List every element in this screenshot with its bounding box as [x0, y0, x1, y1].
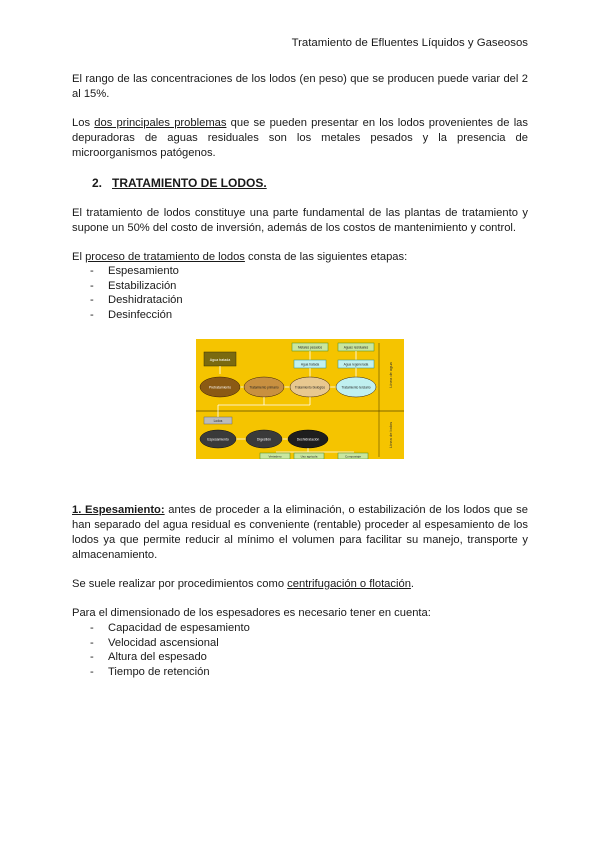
methods-pre: Se suele realizar por procedimientos como [72, 578, 288, 590]
process-pre: El [72, 251, 86, 263]
ellipse-primary-label: Tratamiento primario [249, 385, 279, 390]
factor-item: - Velocidad ascensional [72, 636, 250, 651]
paragraph-process [72, 250, 528, 265]
box-metals-label: Metales pesados [297, 345, 323, 350]
ellipse-tertiary-label: Tratamiento terciario [341, 385, 371, 390]
process-post: consta de las siguientes etapas: [244, 251, 408, 263]
side-label-top: Línea de agua [388, 362, 393, 388]
ellipse-biological-label: Tratamiento biológico [294, 385, 326, 390]
ellipse-dewatering-label: Deshidratación [296, 437, 320, 442]
stage-item: - Deshidratación [72, 293, 183, 308]
factor-item: - Tiempo de retención [72, 665, 250, 680]
ellipse-thickening-label: Espesamiento [207, 437, 229, 442]
box-landfill-label: Vertedero [268, 454, 282, 459]
box-treated-water-label: Agua tratada [300, 362, 320, 367]
sludge-treatment-diagram [196, 339, 404, 459]
paragraph-concentration: El rango de las concentraciones de los lodos (en peso) que se producen puede variar del 2 al 15%. [72, 73, 528, 100]
box-sludge-label: Lodos [213, 419, 223, 423]
methods-underlined: centrifugación o flotación [287, 578, 411, 590]
paragraph-sizing: Para el dimensionado de los espesadores es necesario tener en cuenta: [72, 607, 431, 619]
factors-list [72, 621, 250, 679]
section-heading [92, 176, 267, 190]
box-regenerated-water-label: Agua regenerada [343, 362, 369, 367]
side-label-bottom: Línea de lodos [388, 421, 393, 449]
paragraph-thickening [72, 503, 528, 563]
thickening-heading: 1. Espesamiento: [72, 504, 165, 516]
thickening-text: antes de proceder a la eliminación, o estabilización de los lodos que se han separado del agua residual es conveniente (rentable) proceder al espesamiento de los lodos ya que permite reducir al mínimo el volumen para facilitar su manejo, transporte y almacenamiento. [72, 504, 528, 561]
problems-pre: Los [72, 117, 95, 129]
paragraph-methods [72, 577, 528, 592]
box-top-left-label: Agua tratada [209, 358, 231, 362]
problems-underlined: dos principales problemas [94, 117, 227, 129]
box-wastewater-label: Aguas residuales [343, 345, 369, 350]
process-underlined: proceso de tratamiento de lodos [85, 251, 245, 263]
box-agricultural-label: Uso agrícola [300, 454, 318, 459]
stage-item: - Espesamiento [72, 264, 183, 279]
methods-post: . [410, 578, 415, 590]
paragraph-treatment: El tratamiento de lodos constituye una parte fundamental de las plantas de tratamiento y supone un 50% del costo de inversión, además de los costos de mantenimiento y control. [72, 207, 528, 234]
factor-item: - Altura del espesado [72, 650, 250, 665]
factor-item: - Capacidad de espesamiento [72, 621, 250, 636]
ellipse-digestion-label: Digestión [256, 437, 272, 442]
ellipse-pretreatment-label: Pretratamiento [208, 385, 232, 390]
section-number: 2. [92, 176, 103, 190]
paragraph-problems [72, 116, 528, 161]
stage-item: - Estabilización [72, 279, 183, 294]
stage-item: - Desinfección [72, 308, 183, 323]
problems-post: que se pueden presentar en los lodos provenientes de las depuradoras de aguas residuales son los metales pesados y la presencia de microorganismos patógenos. [72, 117, 528, 159]
stages-list [72, 264, 183, 322]
page-header: Tratamiento de Efluentes Líquidos y Gaseosos [291, 37, 528, 49]
section-title: TRATAMIENTO DE LODOS. [112, 176, 267, 190]
box-compost-label: Compostaje [344, 454, 362, 459]
